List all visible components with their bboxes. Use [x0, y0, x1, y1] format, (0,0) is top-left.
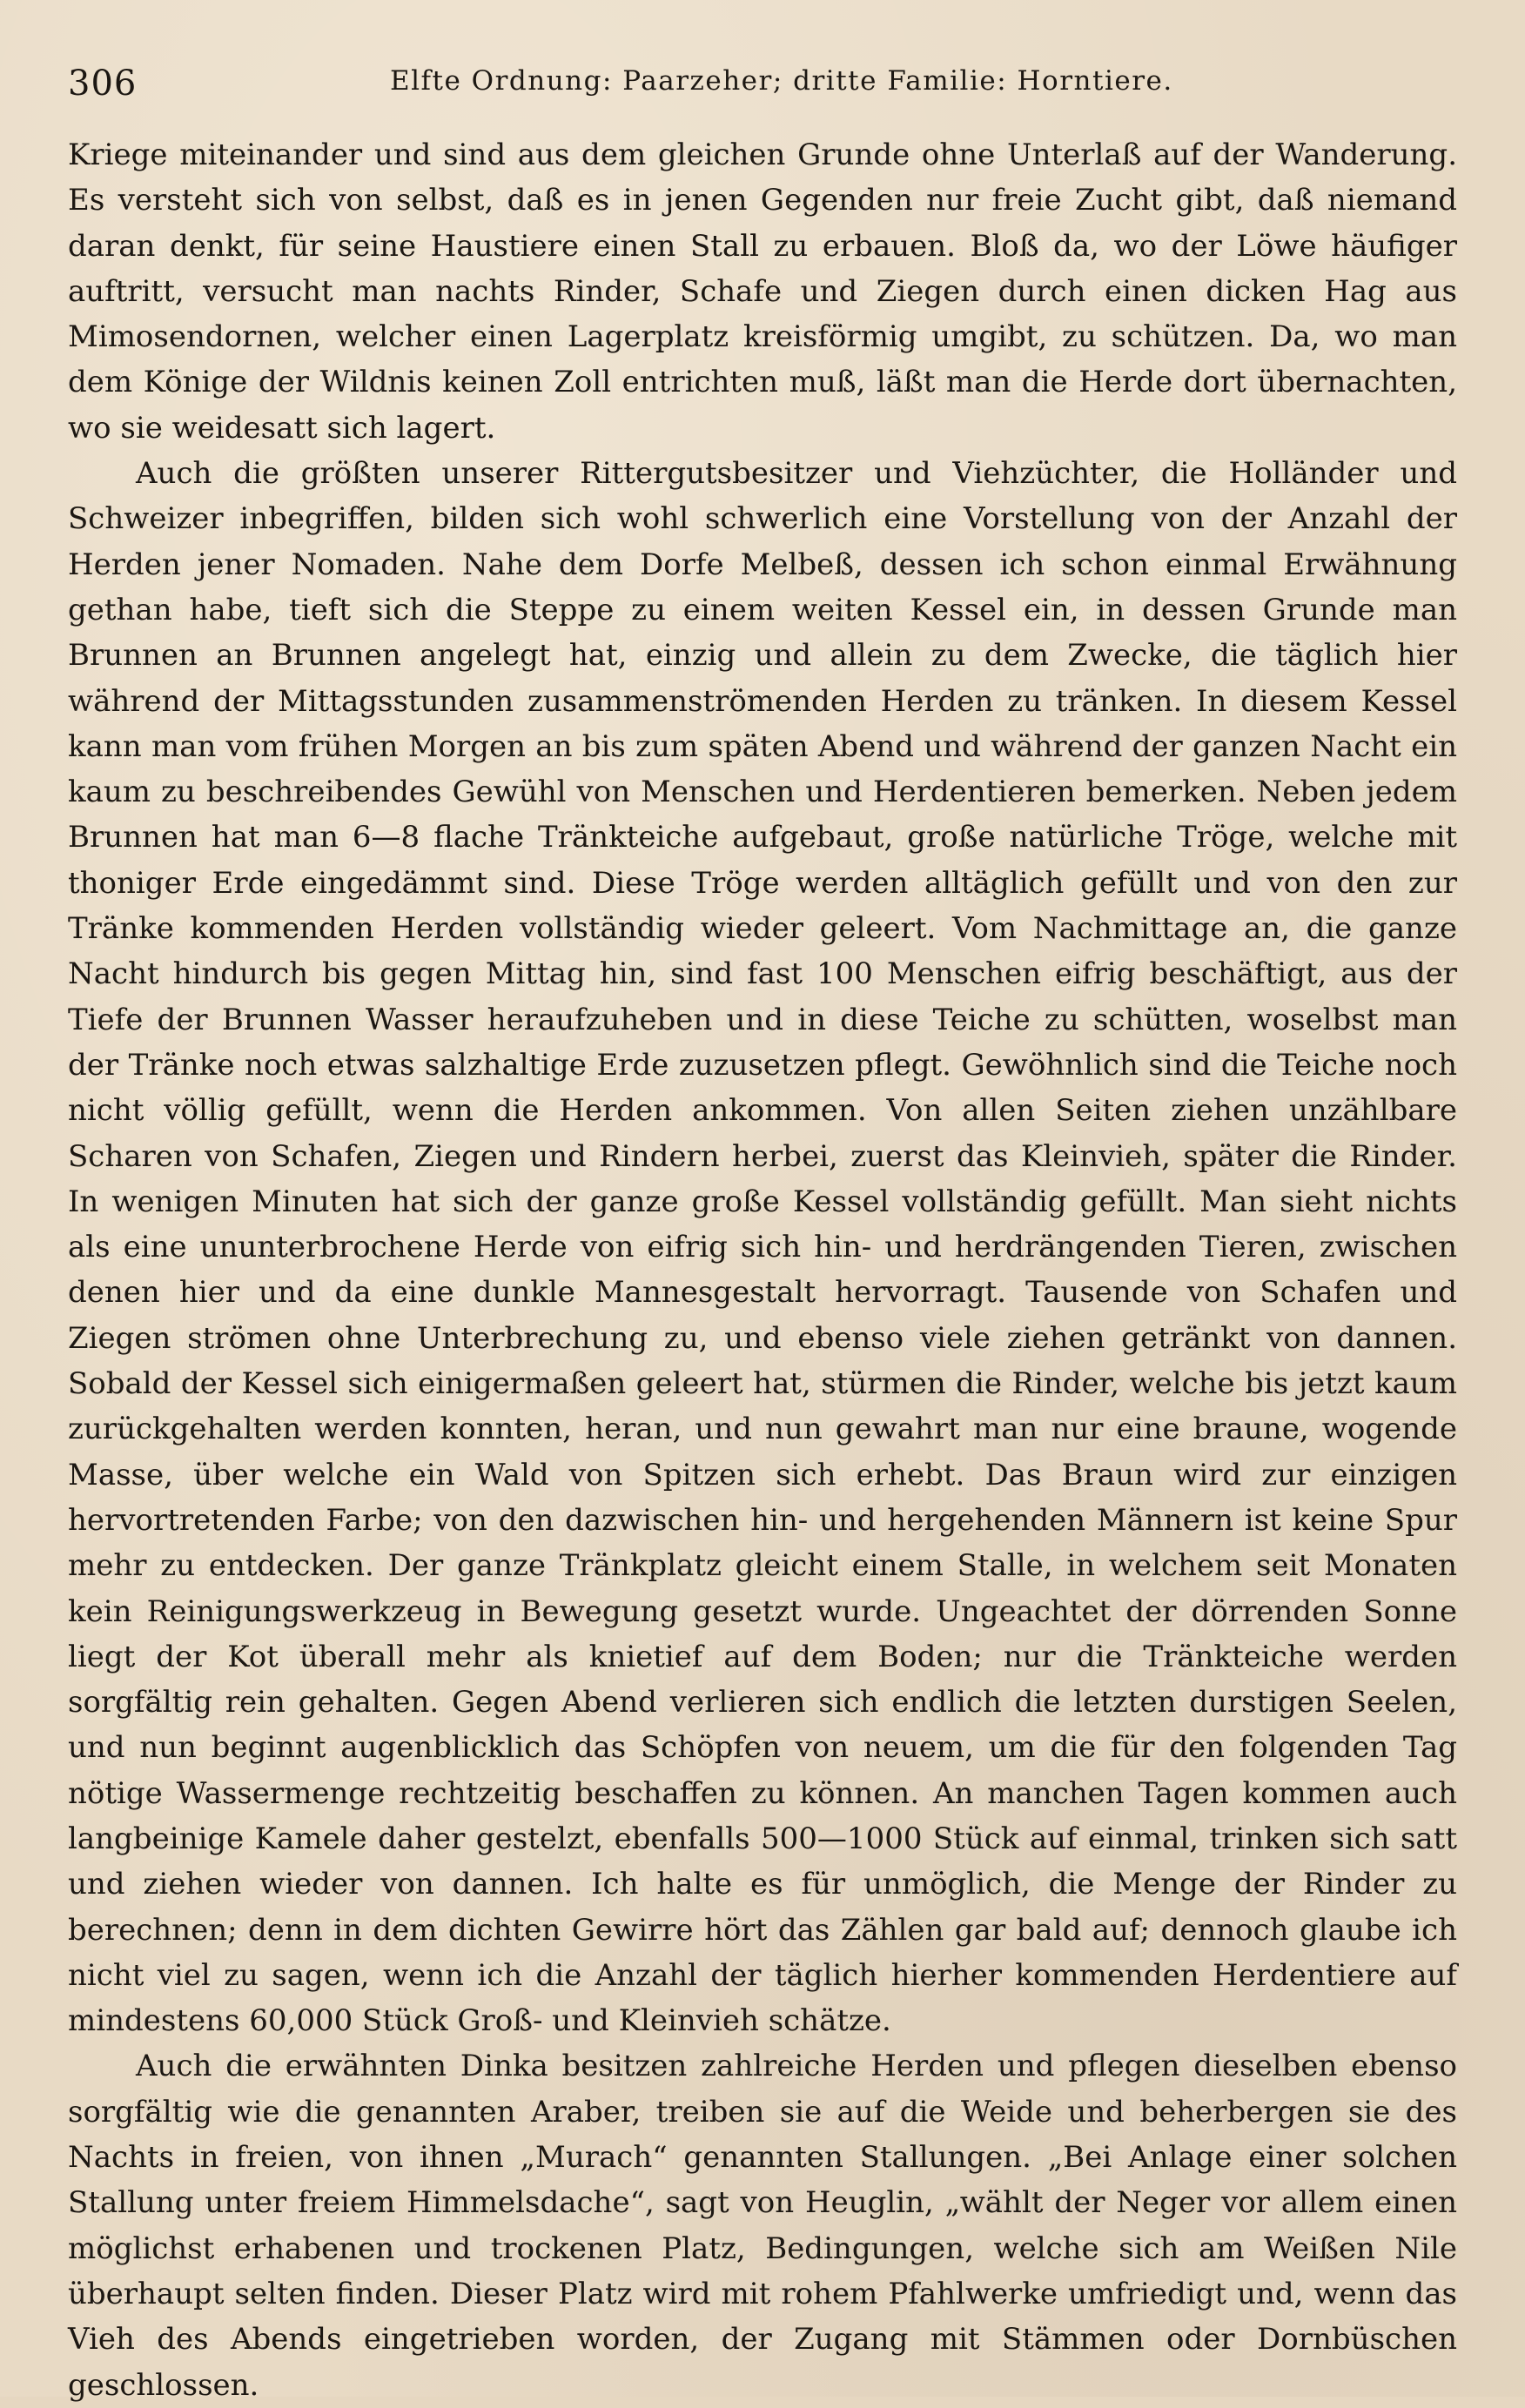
paragraph: Auch die erwähnten Dinka besitzen zahlreiche Herden und pflegen dieselben ebenso sorgfältig wie die genannten Araber, treiben sie auf die Weide und beherbergen sie des Nachts in freien, von ihnen „Murach“ genannten Stallungen. „Bei Anlage einer solchen Stallung unter freiem Himmelsdache“, sagt von Heuglin, „wählt der Neger vor allem einen möglichst erhabenen und trockenen Platz, Bedingungen, welche sich am Weißen Nile überhaupt selten finden. Dieser Platz wird mit rohem Pfahlwerke umfriedigt und, wenn das Vieh des Abends eingetrieben worden, der Zugang mit Stämmen oder Dornbüschen geschlossen. [68, 2049, 1457, 2403]
paragraph: Kriege miteinander und sind aus dem gleichen Grunde ohne Unterlaß auf der Wanderung. Es versteht sich von selbst, daß es in jenen Gegenden nur freie Zucht gibt, daß niemand daran denkt, für seine Haustiere einen Stall zu erbauen. Bloß da, wo der Löwe häufiger auftritt, versucht man nachts Rinder, Schafe und Ziegen durch einen dicken Hag aus Mimosendornen, welcher einen Lagerplatz kreisförmig umgibt, zu schützen. Da, wo man dem Könige der Wildnis keinen Zoll entrichten muß, läßt man die Herde dort übernachten, wo sie weidesatt sich lagert. [68, 138, 1457, 446]
paragraph: Auch die größten unserer Rittergutsbesitzer und Viehzüchter, die Holländer und Schweizer inbegriffen, bilden sich wohl schwerlich eine Vorstellung von der Anzahl der Herden jener Nomaden. Nahe dem Dorfe Melbeß, dessen ich schon einmal Erwähnung gethan habe, tieft sich die Steppe zu einem weiten Kessel ein, in dessen Grunde man Brunnen an Brunnen angelegt hat, einzig und allein zu dem Zwecke, die täglich hier während der Mittagsstunden zusammenströmenden Herden zu tränken. In diesem Kessel kann man vom frühen Morgen an bis zum späten Abend und während der ganzen Nacht ein kaum zu beschreibendes Gewühl von Menschen und Herdentieren bemerken. Neben jedem Brunnen hat man 6—8 flache Tränkteiche aufgebaut, große natürliche Tröge, welche mit thoniger Erde eingedämmt sind. Diese Tröge werden alltäglich gefüllt und von den zur Tränke kommenden Herden vollständig wieder geleert. Vom Nachmittage an, die ganze Nacht hindurch bis gegen Mittag hin, sind fast 100 Menschen eifrig beschäftigt, aus der Tiefe der Brunnen Wasser heraufzuheben und in diese Teiche zu schütten, woselbst man der Tränke noch etwas salzhaltige Erde zuzusetzen pflegt. Gewöhnlich sind die Teiche noch nicht völlig gefüllt, wenn die Herden ankommen. Von allen Seiten ziehen unzählbare Scharen von Schafen, Ziegen und Rindern herbei, zuerst das Kleinvieh, später die Rinder. In wenigen Minuten hat sich der ganze große Kessel vollständig gefüllt. Man sieht nichts als eine ununterbrochene Herde von eifrig sich hin- und herdrängenden Tieren, zwischen denen hier und da eine dunkle Mannesgestalt hervorragt. Tausende von Schafen und Ziegen strömen ohne Unterbrechung zu, und ebenso viele ziehen getränkt von dannen. Sobald der Kessel sich einigermaßen geleert hat, stürmen die Rinder, welche bis jetzt kaum zurückgehalten werden konnten, heran, und nun gewahrt man nur eine braune, wogende Masse, über welche ein Wald von Spitzen sich erhebt. Das Braun wird zur einzigen hervortretenden Farbe; von den dazwischen hin- und hergehenden Männern ist keine Spur mehr zu entdecken. Der ganze Tränkplatz gleicht einem Stalle, in welchem seit Monaten kein Reinigungswerkzeug in Bewegung gesetzt wurde. Ungeachtet der dörrenden Sonne liegt der Kot überall mehr als knietief auf dem Boden; nur die Tränkteiche werden sorgfältig rein gehalten. Gegen Abend verlieren sich endlich die letzten durstigen Seelen, und nun beginnt augenblicklich das Schöpfen von neuem, um die für den folgenden Tag nötige Wassermenge rechtzeitig beschaffen zu können. An manchen Tagen kommen auch langbeinige Kamele daher gestelzt, ebenfalls 500—1000 Stück auf einmal, trinken sich satt und ziehen wieder von dannen. Ich halte es für unmöglich, die Menge der Rinder zu berechnen; denn in dem dichten Gewirre hört das Zählen gar bald auf; dennoch glaube ich nicht viel zu sagen, wenn ich die Anzahl der täglich hierher kommenden Herdentiere auf mindestens 60,000 Stück Groß- und Kleinvieh schätze. [68, 456, 1457, 2039]
running-title: Elfte Ordnung: Paarzeher; dritte Familie: Horntiere. [390, 65, 1173, 97]
page-header [68, 61, 1461, 113]
body-text [68, 132, 1457, 2408]
page-number: 306 [68, 64, 138, 104]
